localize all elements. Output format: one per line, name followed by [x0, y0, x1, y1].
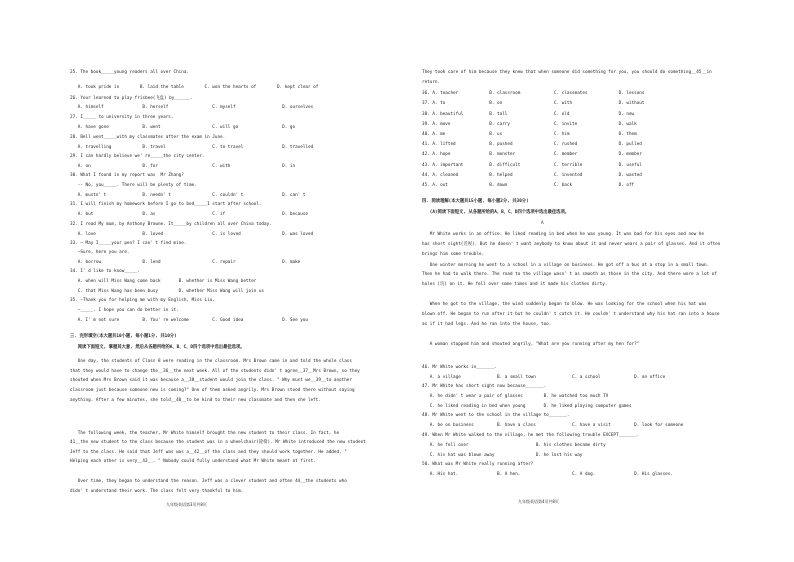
right-text-line: They took care of him because they knew that when someone did something for you, you should do something__45__in	[422, 70, 712, 75]
left-text-line: 27. I_____ to university in three years.	[70, 115, 174, 120]
right-text-line: A	[422, 221, 544, 226]
left-text-line: 32. I read My mum, by Anthony Browne. It_____by children all over China today.	[70, 222, 272, 227]
left-text-line: 25. The book_____young readers all over China.	[70, 70, 189, 75]
right-text-line: A. His hat. B. A hen. C. A dog. D. His glasses.	[422, 472, 673, 477]
right-text-line: 47. Mr White has short sight now because_______.	[422, 384, 547, 389]
right-text-line: A. he didn' t wear a pair of glasses B. he watched too much TV	[422, 394, 609, 399]
page-footer-left: 九年级英语第3页共8页	[166, 502, 207, 507]
left-text-line: A. borrow B. lend C. repair D. make	[70, 260, 301, 265]
left-text-line: 31. I will finish my homework before I go to bed_____I start after school.	[70, 202, 262, 207]
left-text-line: shouted when Mrs Brown said it was because a__38__student would join the class. " Why must we__39__to another	[70, 378, 352, 383]
right-text-line: 36. A. teacher B. classroom C. classmates D. lessons	[422, 91, 645, 96]
left-text-line: classroom just because someone new is coming?" One of them asked angrily. Mrs Brown stood there without saying	[70, 388, 355, 393]
right-text-line: 44. A. cleaned B. helped C. invented D. wasted	[422, 173, 642, 178]
left-text-line: 阅读下面短文, 掌握其大意, 然后从各题所给的A、B、C、D四个选项中选出最佳选项。	[70, 345, 245, 350]
left-text-line: 41__the new student to the class because the student was in a wheelchair(轮椅). Mr White introduced the new student	[70, 440, 366, 445]
right-text-line: When he got to the village, the wind suddenly began to blow. He was looking for the school when his hat was	[422, 302, 707, 307]
left-text-line: 34. I' d like to know_____.	[70, 269, 140, 274]
left-text-line: 三. 完形填空(本大题共10小题, 每小题1分, 共10分)	[70, 334, 177, 339]
right-text-line: 43. A. important B. difficult C. terrible D. useful	[422, 163, 642, 168]
left-text-line: A. but B. as C. if D. because	[70, 212, 308, 217]
left-text-line: A. himself B. herself C. myself D. ourselves	[70, 105, 314, 110]
left-text-line: One day, the students of Class 8 were reading in the classroom. Mrs Brown came in and told the whole class	[70, 359, 352, 364]
left-text-line: 30. What I found in my report was Mr Zhang?	[70, 173, 184, 178]
right-text-line: 45. A. out B. down C. back D. off	[422, 183, 635, 188]
right-text-line: Mr White works in an office. He liked reading in bed when he was young. It was bad for his eyes and now he	[422, 232, 704, 237]
left-text-line: Helping each other is very__43__. " Nobody could fully understand what Mr White meant at first.	[70, 459, 316, 464]
left-text-line: The following week, the teacher, Mr White himself brought the new student to their class. In fact, he	[70, 431, 340, 436]
right-text-line: 38. A. beautiful B. tall C. old D. new	[422, 112, 635, 117]
right-text-line: has short sight(近视). But he doesn' t want anybody to know about it and never wears a pair of glasses. And it often	[422, 242, 721, 247]
left-text-line: 26. Your learned to play frisbee(飞盘) by______.	[70, 96, 193, 101]
right-text-line: A. a village B. a small town C. a school D. an office	[422, 375, 666, 380]
right-text-line: blown off. He began to run after it but he couldn' t catch it. He couldn' t understand why his hat ran into a house	[422, 312, 720, 317]
right-text-line: 四. 阅读理解(本大题共15小题, 每小题2分, 共30分)	[422, 199, 529, 204]
right-text-line: A woman stopped him and shouted angrily, "What are you running after my hen for?"	[422, 342, 640, 347]
right-text-line: 39. A. move B. carry C. invite D. walk	[422, 122, 637, 127]
right-text-line: return.	[422, 80, 441, 85]
left-text-line: that they would have to change the__36__the next week. All of the students didn' t agree__37__Mrs Brown, so they	[70, 369, 360, 374]
right-page	[422, 0, 782, 562]
right-text-line: 40. A. me B. us C. him D. them	[422, 132, 637, 137]
right-text-line: C. his hat was blown away D. he lost his way	[422, 453, 583, 458]
left-text-line: A. love B. loved C. is loved D. was loved	[70, 232, 314, 237]
right-text-line: Then he had to walk there. The road to the village wasn' t as smooth as those in the city. And there were a lot of	[422, 272, 717, 277]
left-text-line: A. took pride in B. laid the table C. won the hearts of D. kept clear of	[70, 85, 319, 90]
right-text-line: brings him some trouble.	[422, 252, 485, 257]
left-text-line: 29. I can hardly believe we' re_____the city center.	[70, 154, 205, 159]
left-text-line: C. that Miss Wang has been busy D. whether Miss Wang will join us	[70, 289, 265, 294]
right-text-line: 50. What was Mr White really running after?	[422, 462, 534, 467]
right-text-line: A. he fell over B. his clothes became dirty	[422, 443, 606, 448]
left-text-line: Over time, they began to understand the reason. Jeff was a clever student and often 44__the students who	[70, 479, 347, 484]
left-text-line: —_____. I hope you can do better in it.	[70, 308, 179, 313]
left-text-line: A. on B. for C. with D. in	[70, 164, 296, 169]
left-text-line: didn' t understand their work. The class felt very thankful to him.	[70, 489, 244, 494]
right-text-line: 46. Mr White works in_______.	[422, 365, 498, 370]
left-text-line: A. have gone B. went C. will go D. go	[70, 125, 296, 130]
right-text-line: C. he liked reading in bed when young D. he liked playing computer games	[422, 404, 632, 409]
page-footer-right: 九年级英语第4页共8页	[518, 499, 559, 504]
left-text-line: A. I' m not sure B. You' re welcome C. Good idea D. See you	[70, 318, 308, 323]
right-text-line: 37. A. to B. on C. with D. without	[422, 101, 645, 106]
left-text-line: -- No, you_____. There will be plenty of time.	[70, 183, 197, 188]
left-text-line: A. mustn' t B. needn' t C. couldn' t D. can' t	[70, 193, 306, 198]
left-text-line: —Sure, here you are.	[70, 250, 130, 255]
right-text-line: (A)阅读下面短文, 从各题所给的A、B、C、D四个选项中选出最佳选项。	[422, 210, 570, 215]
left-text-line: Jeff to the class. He said that Jeff was was a__42__of the class and they should work together. He added, "	[70, 450, 347, 455]
right-text-line: 48. Mr White went to the school in the village to_______.	[422, 413, 570, 418]
right-text-line: 49. When Mr White walked to the village, he met the following trouble EXCEPT_______.	[422, 433, 640, 438]
left-text-line: 33. — May I_____your pen? I can' t find mine.	[70, 241, 187, 246]
left-text-line: 28. Bell went_____with my classmates after the exam in June.	[70, 135, 226, 140]
right-text-line: 41. A. lifted B. pushed C. rushed D. pulled	[422, 142, 642, 147]
left-text-line: A. when will Miss Wang come back B. whether is Miss Wang better	[70, 279, 257, 284]
right-text-line: holes (坑) on it. He fell over some times and it made his clothes dirty.	[422, 282, 608, 287]
left-text-line: A. travelling B. travel C. to travel D. travelled	[70, 145, 314, 150]
left-text-line: anything. After a few minutes, she told__40__to be kind to their new classmate and then she left.	[70, 398, 321, 403]
left-page	[70, 0, 430, 562]
right-text-line: One winter morning he went to a school in a village on business. He got off a bus at a stop in a small town.	[422, 263, 710, 268]
right-text-line: A. be on business B. have a class C. have a visit D. look for someone	[422, 423, 684, 428]
right-text-line: as if it had legs. And he ran into the house, too.	[422, 322, 552, 327]
right-text-line: 42. A. hope B. monster C. member D. member	[422, 152, 642, 157]
left-text-line: 35. —Thank you for helping me with my English, Miss Liu.	[70, 298, 215, 303]
